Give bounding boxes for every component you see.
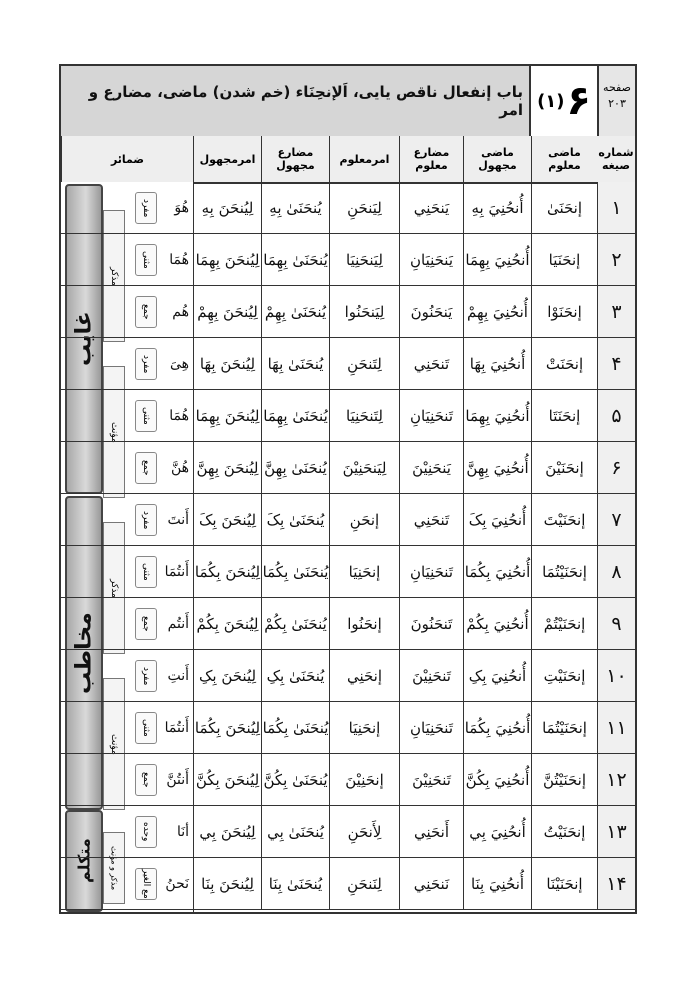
header-amr-malum: امرمعلوم xyxy=(329,136,399,182)
cell-pronoun: أَنتُمَا xyxy=(164,719,189,736)
cell-mudari-majhul: يُنحَنَیٰ بِهِمْ xyxy=(261,286,329,337)
cell-pronoun: أَنتُنَّ xyxy=(166,771,189,788)
cell-madi-majhul: أُنحُنِيَ بِهِمْ xyxy=(463,286,531,337)
cell-amr-majhul: لِيُنحَنَ بِي xyxy=(193,806,261,857)
cell-number: ۱۳ xyxy=(597,806,635,857)
cell-number: ۶ xyxy=(597,442,635,493)
cell-madi-malum: إنحَنَيْتُنَّ xyxy=(531,754,597,805)
cell-mudari-malum: يَنحَنُونَ xyxy=(399,286,463,337)
lesson-sub: (۱) xyxy=(537,90,565,112)
cell-mudari-malum: يَنحَنِي xyxy=(399,182,463,233)
cell-madi-malum: إنحَنَیٰ xyxy=(531,182,597,233)
cell-amr-malum: إنحَنِيَا xyxy=(329,546,399,597)
cell-amr-majhul: لِيُنحَنَ بِهِ xyxy=(193,182,261,233)
cell-madi-majhul: أُنحُنِيَ بِکُمْ xyxy=(463,598,531,649)
group-mukhatab: مخاطب xyxy=(65,496,103,810)
cell-madi-malum: إنحَنَتْ xyxy=(531,338,597,389)
cell-pronoun: هُم xyxy=(172,303,189,320)
cell-madi-malum: إنحَنَيْتُمَا xyxy=(531,546,597,597)
cell-amr-malum: لِتَنحَنِ xyxy=(329,338,399,389)
cell-madi-majhul: أُنحُنِيَ بِکَ xyxy=(463,494,531,545)
cell-mudari-majhul: يُنحَنَیٰ بِکُمَا xyxy=(261,546,329,597)
cell-amr-majhul: لِيُنحَنَ بِهِمْ xyxy=(193,286,261,337)
page-number-box xyxy=(597,66,635,136)
cell-number: ۱۴ xyxy=(597,858,635,909)
cell-pronoun: أَنتِ xyxy=(167,667,189,684)
number-tag: جمع xyxy=(135,764,157,796)
cell-mudari-malum: تَنحَنِي xyxy=(399,494,463,545)
cell-madi-malum: إنحَنَيْتُمْ xyxy=(531,598,597,649)
cell-madi-majhul: أُنحُنِيَ بِهِ xyxy=(463,182,531,233)
cell-amr-majhul: لِيُنحَنَ بِهِنَّ xyxy=(193,442,261,493)
cell-pronoun: هِیَ xyxy=(169,355,189,372)
header-number: شماره صیغه xyxy=(598,146,634,172)
cell-madi-malum: إنحَنَيْتَ xyxy=(531,494,597,545)
cell-mudari-malum: تَنحَنِيَانِ xyxy=(399,702,463,753)
cell-number: ۱۱ xyxy=(597,702,635,753)
group-mutakallim: متکلم xyxy=(65,810,103,912)
cell-number: ۵ xyxy=(597,390,635,441)
cell-mudari-majhul: يُنحَنَیٰ بِهَا xyxy=(261,338,329,389)
number-tag: جمع xyxy=(135,296,157,328)
cell-mudari-majhul: يُنحَنَیٰ بِهِنَّ xyxy=(261,442,329,493)
cell-madi-majhul: أُنحُنِيَ بِهَا xyxy=(463,338,531,389)
header-madi-malum: ماضی معلوم xyxy=(531,136,597,182)
cell-mudari-majhul: يُنحَنَیٰ بِکُنَّ xyxy=(261,754,329,805)
header-madi-majhul: ماضی مجهول xyxy=(463,136,531,182)
cell-madi-majhul: أُنحُنِيَ بِهِمَا xyxy=(463,234,531,285)
conjugation-table xyxy=(59,64,637,914)
cell-pronoun: نَحنُ xyxy=(165,875,189,892)
cell-madi-majhul: أُنحُنِيَ بِي xyxy=(463,806,531,857)
cell-number: ۹ xyxy=(597,598,635,649)
number-tag: مفرد xyxy=(135,192,157,224)
cell-mudari-majhul: يُنحَنَیٰ بِکُمَا xyxy=(261,702,329,753)
cell-madi-majhul: أُنحُنِيَ بِهِنَّ xyxy=(463,442,531,493)
cell-mudari-malum: تَنحَنِيْنَ xyxy=(399,754,463,805)
cell-madi-majhul: أُنحُنِيَ بِهِمَا xyxy=(463,390,531,441)
cell-pronoun: هُمَا xyxy=(169,251,189,268)
cell-mudari-majhul: يُنحَنَیٰ بِهِمَا xyxy=(261,390,329,441)
cell-mudari-majhul: يُنحَنَیٰ بِکِ xyxy=(261,650,329,701)
number-tag: جمع xyxy=(135,452,157,484)
label-mudhakkar-ghaib: مذکر xyxy=(103,210,125,342)
cell-madi-majhul: أُنحُنِيَ بِکُمَا xyxy=(463,702,531,753)
cell-amr-majhul: لِيُنحَنَ بِهِمَا xyxy=(193,234,261,285)
cell-mudari-majhul: يُنحَنَیٰ بِنَا xyxy=(261,858,329,909)
cell-amr-malum: إنحَنُوا xyxy=(329,598,399,649)
number-tag: مفرد xyxy=(135,504,157,536)
header-amr-majhul: امرمجهول xyxy=(193,136,261,182)
cell-madi-malum: إنحَنَيْتِ xyxy=(531,650,597,701)
cell-madi-majhul: أُنحُنِيَ بِکِ xyxy=(463,650,531,701)
cell-mudari-majhul: يُنحَنَیٰ بِکُمْ xyxy=(261,598,329,649)
number-tag: مثنی xyxy=(135,712,157,744)
header-mudari-malum: مضارع معلوم xyxy=(399,136,463,182)
cell-number: ۷ xyxy=(597,494,635,545)
table-body xyxy=(61,182,635,912)
cell-mudari-malum: يَنحَنِيْنَ xyxy=(399,442,463,493)
cell-number: ۳ xyxy=(597,286,635,337)
cell-number: ۱۰ xyxy=(597,650,635,701)
cell-amr-majhul: لِيُنحَنَ بِهِمَا xyxy=(193,390,261,441)
cell-amr-malum: لِتَنحَنِيَا xyxy=(329,390,399,441)
cell-number: ۴ xyxy=(597,338,635,389)
cell-amr-malum: لِيَنحَنِيَا xyxy=(329,234,399,285)
label-mudhakkar-mukhatab: مذکر xyxy=(103,522,125,654)
cell-amr-majhul: لِيُنحَنَ بِکُنَّ xyxy=(193,754,261,805)
cell-amr-majhul: لِيُنحَنَ بِکُمَا xyxy=(193,546,261,597)
cell-mudari-majhul: يُنحَنَیٰ بِکَ xyxy=(261,494,329,545)
number-tag: وحده xyxy=(135,816,157,848)
label-muannath-ghaib: مؤنث xyxy=(103,366,125,498)
cell-pronoun: هُنَّ xyxy=(170,459,189,476)
cell-amr-malum: لِنَنحَنِ xyxy=(329,858,399,909)
cell-pronoun: أنَا xyxy=(176,823,189,840)
cell-mudari-majhul: يُنحَنَیٰ بِهِمَا xyxy=(261,234,329,285)
cell-mudari-malum: تَنحَنِيَانِ xyxy=(399,546,463,597)
cell-mudari-malum: تَنحَنِي xyxy=(399,338,463,389)
cell-madi-majhul: أُنحُنِيَ بِکُمَا xyxy=(463,546,531,597)
cell-madi-malum: إنحَنَوْا xyxy=(531,286,597,337)
header-pronouns: ضمائر xyxy=(61,136,193,182)
number-tag: مع الغیر xyxy=(135,868,157,900)
lesson-number: ۶ xyxy=(566,78,591,124)
cell-number: ۱ xyxy=(597,182,635,233)
cell-madi-malum: إنحَنَيْنَا xyxy=(531,858,597,909)
number-tag: مثنی xyxy=(135,244,157,276)
cell-madi-majhul: أُنحُنِيَ بِنَا xyxy=(463,858,531,909)
number-tag: مفرد xyxy=(135,348,157,380)
cell-pronoun: أَنتَ xyxy=(167,511,189,528)
cell-amr-majhul: لِيُنحَنَ بِکُمَا xyxy=(193,702,261,753)
cell-madi-malum: إنحَنَيْتُمَا xyxy=(531,702,597,753)
cell-mudari-malum: نَنحَنِي xyxy=(399,858,463,909)
cell-amr-majhul: لِيُنحَنَ بِکِ xyxy=(193,650,261,701)
page-title: باب إنفعال ناقص یایی، اَلإنحِنَاء (خم شدن) ماضی، مضارع و امر xyxy=(88,83,523,119)
title-row xyxy=(61,66,635,138)
cell-madi-malum: إنحَنَيْتُ xyxy=(531,806,597,857)
number-tag: مفرد xyxy=(135,660,157,692)
cell-madi-malum: إنحَنَتَا xyxy=(531,390,597,441)
cell-amr-malum: لِيَنحَنِيْنَ xyxy=(329,442,399,493)
cell-mudari-majhul: يُنحَنَیٰ بِهِ xyxy=(261,182,329,233)
cell-amr-majhul: لِيُنحَنَ بِهَا xyxy=(193,338,261,389)
cell-number: ۲ xyxy=(597,234,635,285)
cell-madi-majhul: أُنحُنِيَ بِکُنَّ xyxy=(463,754,531,805)
cell-mudari-malum: أَنحَنِي xyxy=(399,806,463,857)
lesson-number-box xyxy=(529,66,597,136)
page-label: صفحه xyxy=(603,81,631,94)
cell-pronoun: هُمَا xyxy=(169,407,189,424)
cell-pronoun: أَنتُمَا xyxy=(164,563,189,580)
cell-amr-majhul: لِيُنحَنَ بِنَا xyxy=(193,858,261,909)
label-muannath-mukhatab: مؤنث xyxy=(103,678,125,810)
header-row xyxy=(61,136,635,184)
cell-madi-malum: إنحَنَيَا xyxy=(531,234,597,285)
cell-amr-malum: إنحَنِيَا xyxy=(329,702,399,753)
cell-amr-malum: لِأَنحَنِ xyxy=(329,806,399,857)
group-ghaib: غایب xyxy=(65,184,103,494)
cell-amr-malum: لِيَنحَنِ xyxy=(329,182,399,233)
number-tag: مثنی xyxy=(135,400,157,432)
page-number: ۲۰۳ xyxy=(608,97,626,110)
cell-mudari-malum: تَنحَنِيْنَ xyxy=(399,650,463,701)
cell-madi-malum: إنحَنَيْنَ xyxy=(531,442,597,493)
cell-amr-malum: إنحَنِ xyxy=(329,494,399,545)
cell-mudari-majhul: يُنحَنَیٰ بِي xyxy=(261,806,329,857)
cell-pronoun: أَنتُم xyxy=(167,615,189,632)
cell-amr-malum: إنحَنِي xyxy=(329,650,399,701)
label-mudhakkar-muannath: مذکر و مؤنث xyxy=(103,832,125,904)
number-tag: جمع xyxy=(135,608,157,640)
header-mudari-majhul: مضارع مجهول xyxy=(261,136,329,182)
cell-amr-majhul: لِيُنحَنَ بِکُمْ xyxy=(193,598,261,649)
cell-mudari-malum: يَنحَنِيَانِ xyxy=(399,234,463,285)
cell-number: ۸ xyxy=(597,546,635,597)
cell-amr-majhul: لِيُنحَنَ بِکَ xyxy=(193,494,261,545)
cell-amr-malum: لِيَنحَنُوا xyxy=(329,286,399,337)
cell-mudari-malum: تَنحَنِيَانِ xyxy=(399,390,463,441)
number-tag: مثنی xyxy=(135,556,157,588)
cell-number: ۱۲ xyxy=(597,754,635,805)
cell-mudari-malum: تَنحَنُونَ xyxy=(399,598,463,649)
cell-pronoun: هُوَ xyxy=(174,199,189,216)
cell-amr-malum: إنحَنِيْنَ xyxy=(329,754,399,805)
